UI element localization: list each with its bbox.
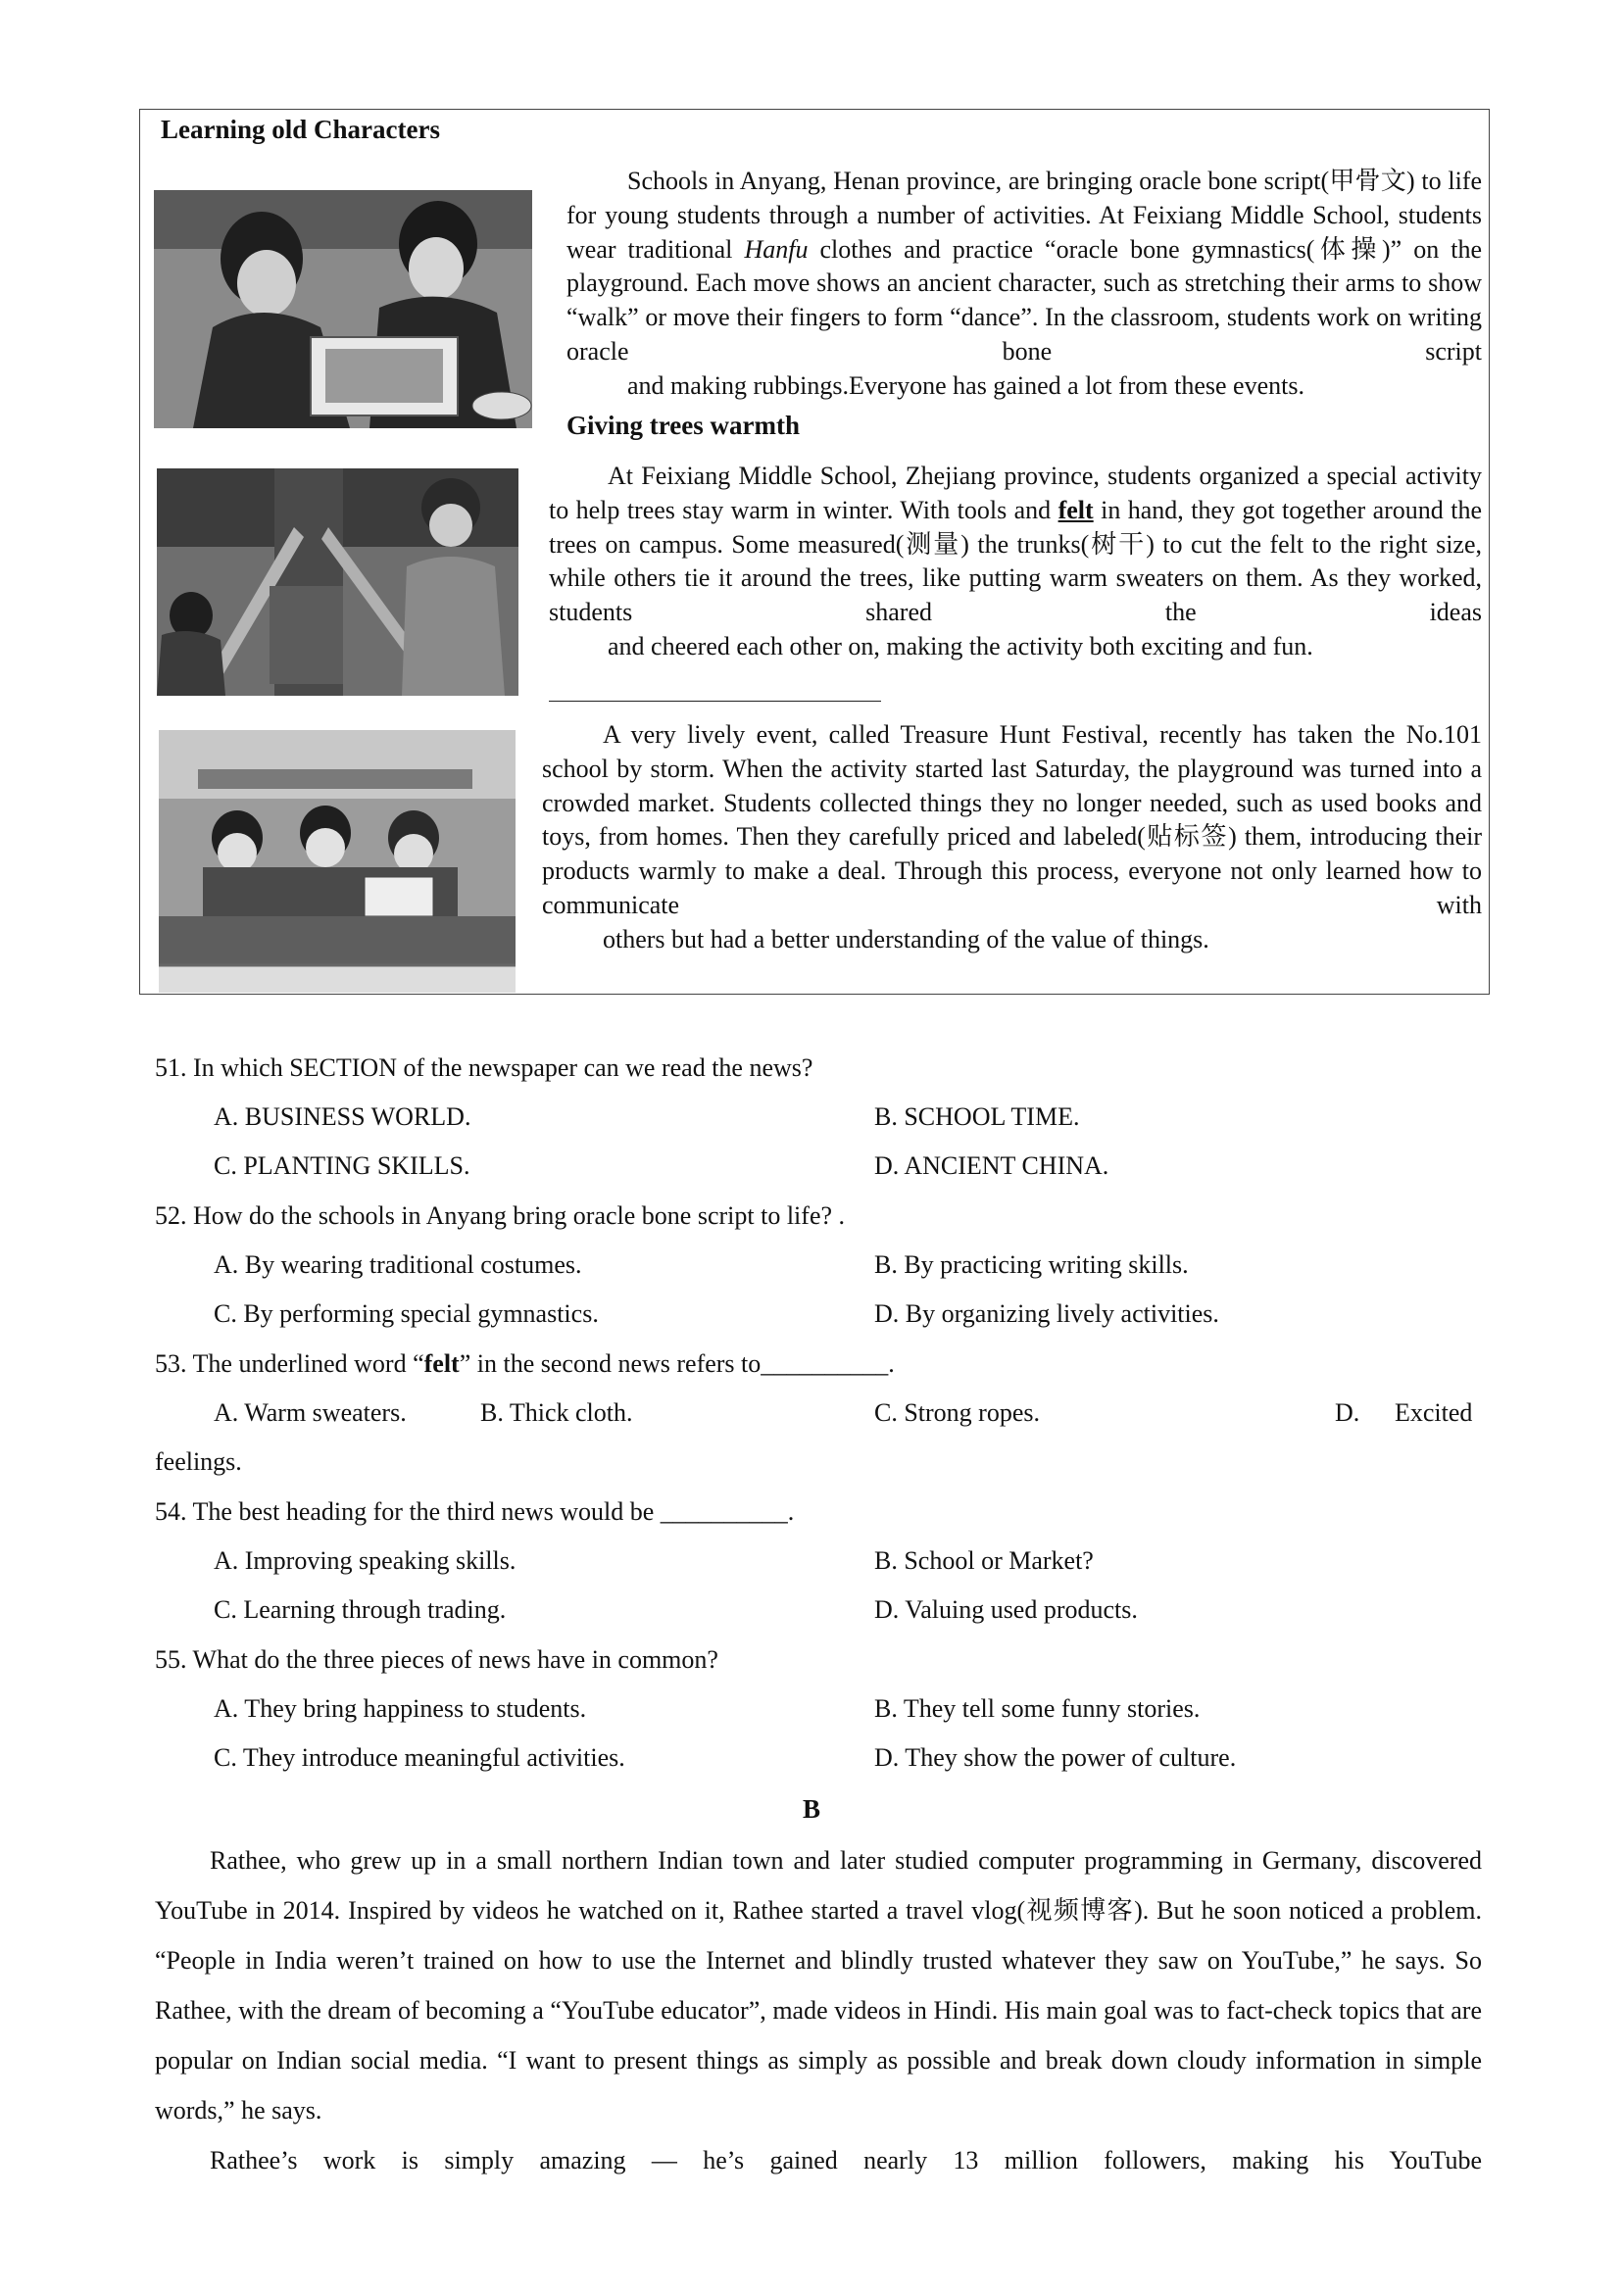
- q55-option-a[interactable]: A. They bring happiness to students.: [214, 1694, 587, 1723]
- news-1-text: Schools in Anyang, Henan province, are bringing oracle bone script(甲骨文) to life for young students through a number of activities. At Feixiang Middle School, students wear traditional Hanfu clothes and practice “oracle bone gymnastics(体操)” on the playground. Each move shows an ancient character, such as stretching their arms to show “walk” or move their fingers to form “dance”. In the classroom, students work on writing oracle bone script and making rubbings.Everyone has gained a lot from these events.: [566, 167, 1482, 400]
- news-1-title: Learning old Characters: [161, 115, 440, 144]
- photo-students-wrapping-trees: [157, 468, 518, 696]
- question-53: 53. The underlined word “felt” in the second news refers to__________.: [155, 1349, 895, 1378]
- q55-option-d[interactable]: D. They show the power of culture.: [874, 1743, 1237, 1772]
- q54-option-a[interactable]: A. Improving speaking skills.: [214, 1546, 516, 1575]
- q55-option-b[interactable]: B. They tell some funny stories.: [874, 1694, 1201, 1723]
- news-2-text: At Feixiang Middle School, Zhejiang province, students organized a special activity to help trees stay warm in winter. With tools and felt in hand, they got together around the trees on campus. Some measured(测量) the trunks(树干) to cut the felt to the right size, while others tie it around the trees, like putting warm sweaters on them. As they worked, students shared the ideas and cheered each other on, making the activity both exciting and fun.: [549, 462, 1482, 660]
- question-52: 52. How do the schools in Anyang bring oracle bone script to life? .: [155, 1201, 846, 1230]
- felt-underlined-word: felt: [1057, 495, 1094, 524]
- q54-option-c[interactable]: C. Learning through trading.: [214, 1595, 507, 1624]
- photo-oracle-script-students: [154, 190, 532, 428]
- news-3-title-blank: [549, 701, 881, 702]
- section-b-paragraph-1: Rathee, who grew up in a small northern Indian town and later studied computer programming in Germany, discovered YouTube in 2014. Inspired by videos he watched on it, Rathee started a travel vlog(视频博客). But he soon noticed a problem. “People in India weren’t trained on how to use the Internet and blindly trusted whatever they saw on YouTube,” he says. So Rathee, with the dream of becoming a “YouTube educator”, made videos in Hindi. His main goal was to fact-check topics that are popular on Indian social media. “I want to present things as simply as possible and break down cloudy information in simple words,” he says.: [155, 1846, 1482, 2125]
- q51-option-b[interactable]: B. SCHOOL TIME.: [874, 1102, 1080, 1131]
- q53-option-d-text-cont[interactable]: feelings.: [155, 1447, 242, 1476]
- q53-option-c[interactable]: C. Strong ropes.: [874, 1398, 1040, 1427]
- photo-treasure-hunt-market: [159, 730, 516, 993]
- q53-option-d-letter[interactable]: D.: [1335, 1398, 1360, 1427]
- q53-option-d-text[interactable]: Excited: [1395, 1398, 1473, 1427]
- q52-option-d[interactable]: D. By organizing lively activities.: [874, 1299, 1219, 1328]
- news-2-title: Giving trees warmth: [566, 411, 800, 440]
- q52-option-a[interactable]: A. By wearing traditional costumes.: [214, 1250, 582, 1279]
- q54-option-b[interactable]: B. School or Market?: [874, 1546, 1094, 1575]
- section-b-heading: B: [802, 1794, 820, 1824]
- q53-option-b[interactable]: B. Thick cloth.: [480, 1398, 633, 1427]
- q51-option-d[interactable]: D. ANCIENT CHINA.: [874, 1151, 1109, 1180]
- news-3-text: A very lively event, called Treasure Hunt Festival, recently has taken the No.101 school by storm. When the activity started last Saturday, the playground was turned into a crowded market. Students collected things they no longer needed, such as used books and toys, from homes. Then they carefully priced and labeled(贴标签) them, introducing their products warmly to make a deal. Through this process, everyone not only learned how to communicate with others but had a better understanding of the value of things.: [542, 720, 1482, 953]
- question-55: 55. What do the three pieces of news have in common?: [155, 1645, 718, 1674]
- q55-option-c[interactable]: C. They introduce meaningful activities.: [214, 1743, 625, 1772]
- section-b-paragraph-2: Rathee’s work is simply amazing — he’s gained nearly 13 million followers, making his YouTube: [210, 2146, 1482, 2174]
- q51-option-a[interactable]: A. BUSINESS WORLD.: [214, 1102, 471, 1131]
- q53-option-a[interactable]: A. Warm sweaters.: [214, 1398, 407, 1427]
- q54-option-d[interactable]: D. Valuing used products.: [874, 1595, 1138, 1624]
- question-51: 51. In which SECTION of the newspaper can we read the news?: [155, 1053, 813, 1082]
- q51-option-c[interactable]: C. PLANTING SKILLS.: [214, 1151, 470, 1180]
- q52-option-b[interactable]: B. By practicing writing skills.: [874, 1250, 1189, 1279]
- q52-option-c[interactable]: C. By performing special gymnastics.: [214, 1299, 599, 1328]
- question-54: 54. The best heading for the third news would be __________.: [155, 1497, 795, 1526]
